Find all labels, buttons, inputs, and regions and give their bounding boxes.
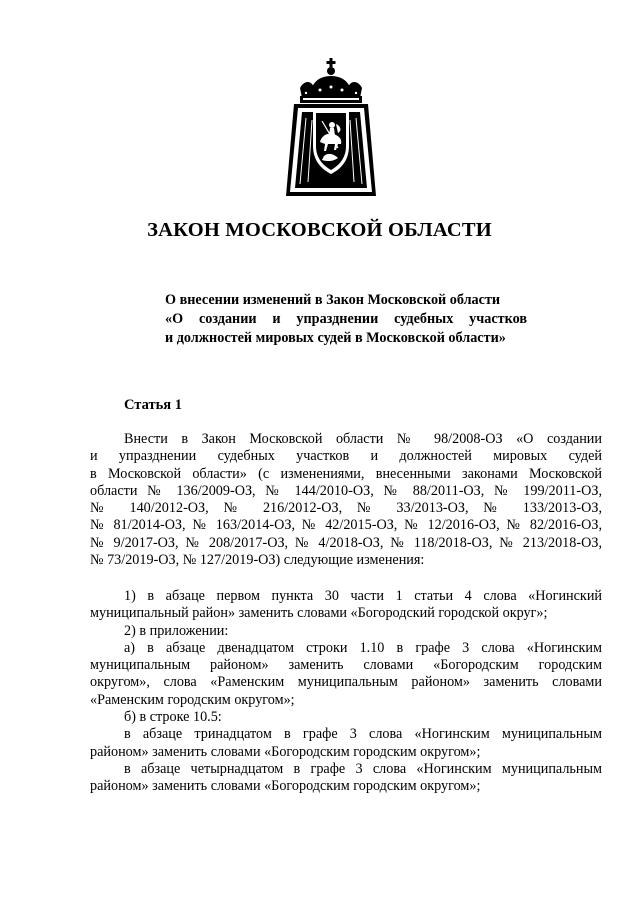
text-line: Внести в Закон Московской области № 98/2008-ОЗ «О создании [124, 431, 602, 447]
text-line: № 9/2017-ОЗ, № 208/2017-ОЗ, № 4/2018-ОЗ, № 118/2018-ОЗ, № 213/2018-ОЗ, [90, 534, 602, 551]
text-line: округом», слова «Раменским муниципальным районом» заменить словами [90, 674, 602, 691]
text-line: № 140/2012-ОЗ, № 216/2012-ОЗ, № 33/2013-ОЗ, № 133/2013-ОЗ, [90, 500, 602, 517]
text-line: б) в строке 10.5: [124, 709, 222, 726]
text-line: 1) в абзаце первом пункта 30 части 1 статьи 4 слова «Ногинский [124, 588, 602, 604]
subtitle-line: «О создании и упразднении судебных участков [165, 311, 527, 327]
text-line: районом» заменить словами «Богородским городским округом»; [90, 743, 481, 760]
text-line: районом» заменить словами «Богородским городским округом»; [90, 778, 481, 795]
text-line: в абзаце четырнадцатом в графе 3 слова «Ногинским муниципальным [124, 760, 602, 777]
subtitle-line: и должностей мировых судей в Московской области» [165, 330, 506, 346]
text-line: «Раменским городским округом»; [90, 691, 295, 708]
text-line: и упразднении судебных участков и должностей мировых судей [90, 448, 602, 465]
text-line: области № 136/2009-ОЗ, № 144/2010-ОЗ, № 88/2011-ОЗ, № 199/2011-ОЗ, [90, 482, 602, 499]
text-line: муниципальным районом» заменить словами «Богородским городским [90, 657, 602, 674]
article-intro-paragraph [90, 431, 602, 569]
law-subtitle [165, 291, 527, 348]
text-line: в Московской области» (с изменениями, внесенными законами Московской [90, 465, 602, 482]
text-line: № 73/2019-ОЗ, № 127/2019-ОЗ) следующие изменения: [90, 552, 425, 569]
amendment-list [90, 588, 602, 796]
text-line: муниципальный район» заменить словами «Богородский городской округ»; [90, 605, 548, 622]
coat-of-arms-icon [286, 58, 376, 200]
text-line: 2) в приложении: [124, 622, 229, 639]
law-title: ЗАКОН МОСКОВСКОЙ ОБЛАСТИ [147, 219, 492, 241]
text-line: № 81/2014-ОЗ, № 163/2014-ОЗ, № 42/2015-ОЗ, № 12/2016-ОЗ, № 82/2016-ОЗ, [90, 517, 602, 534]
article-heading: Статья 1 [124, 397, 182, 413]
text-line: в абзаце тринадцатом в графе 3 слова «Ногинским муниципальным [124, 726, 602, 743]
text-line: а) в абзаце двенадцатом строки 1.10 в графе 3 слова «Ногинским [124, 639, 602, 656]
subtitle-line: О внесении изменений в Закон Московской области [165, 292, 501, 308]
